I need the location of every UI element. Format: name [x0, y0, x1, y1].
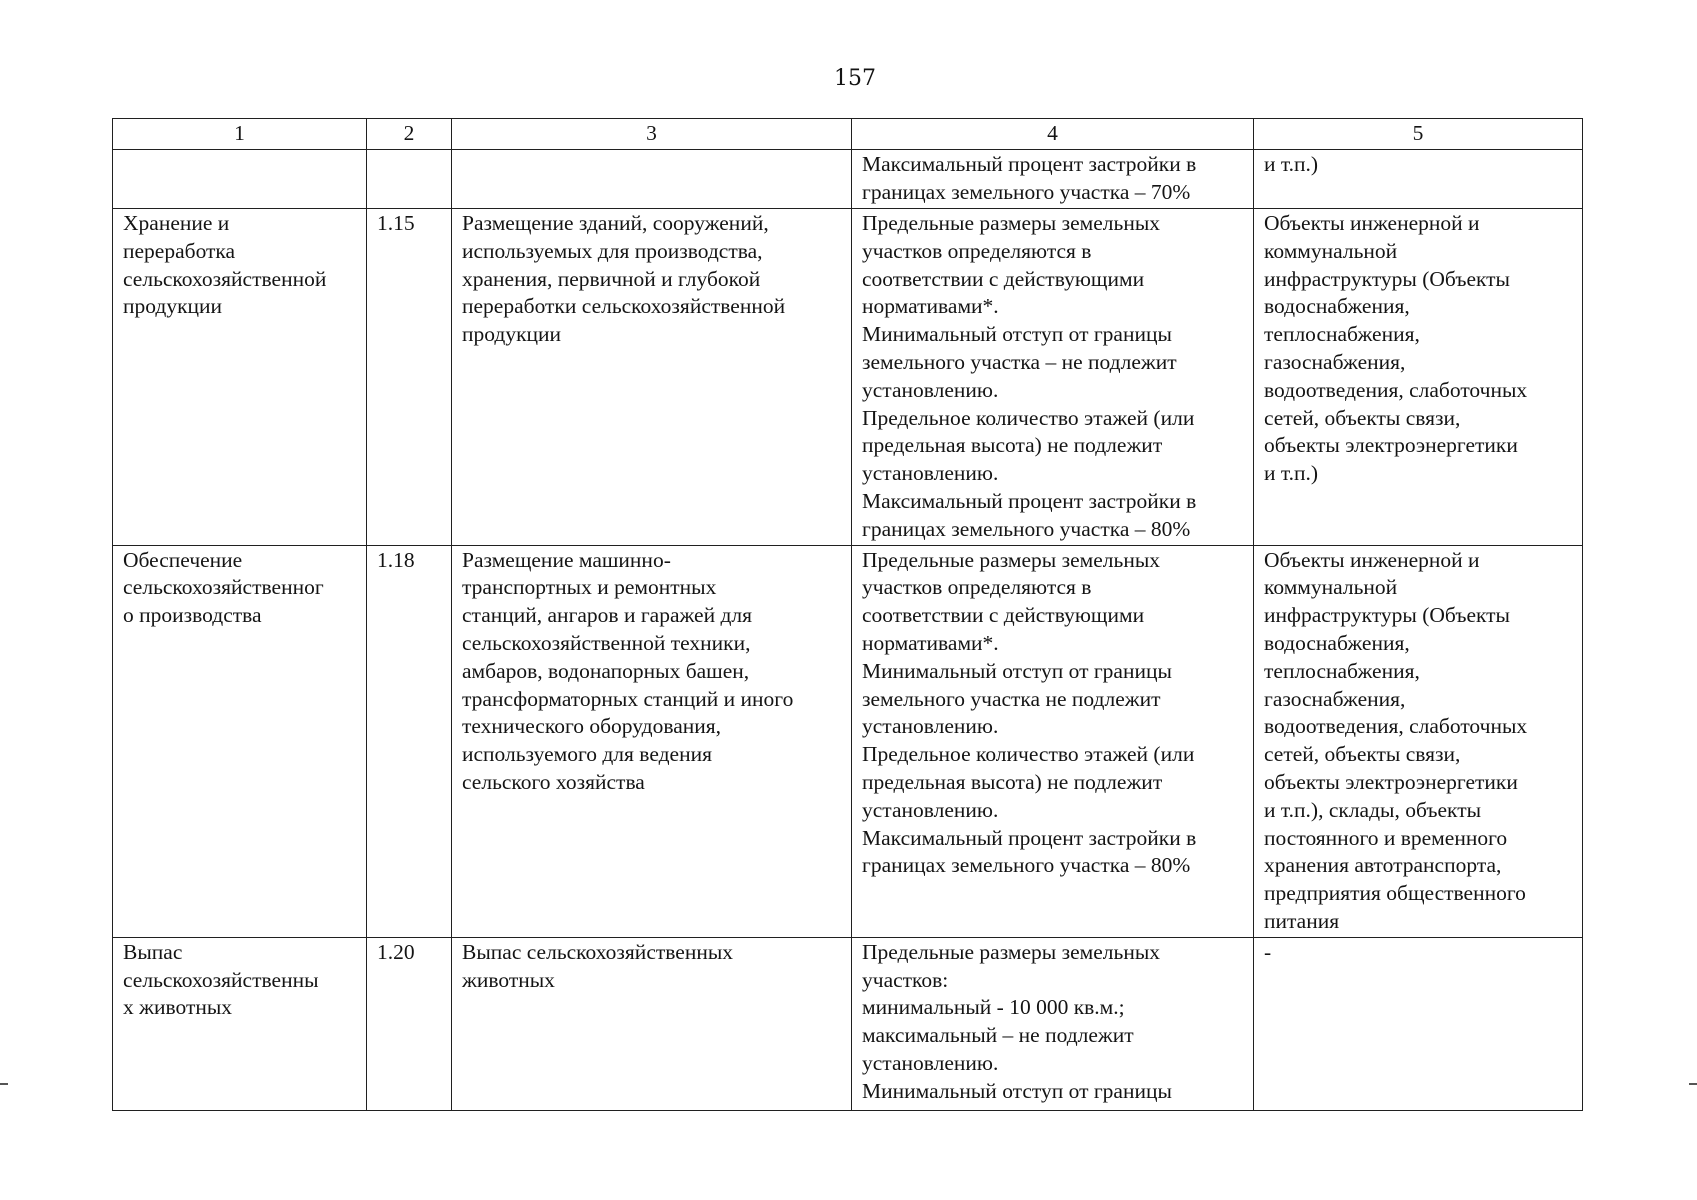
table-row [113, 150, 1583, 209]
cell-auxiliary-objects: Объекты инженерной и коммунальной инфраструктуры (Объекты водоснабжения, теплоснабжения, газоснабжения, водоотведения, слаботочных сетей, объекты связи, объекты электроэнергетики и т.п.) [1254, 209, 1583, 546]
cell-use-name: Хранение и переработка сельскохозяйственной продукции [113, 209, 367, 546]
column-header-3: 3 [452, 119, 852, 150]
table-row [113, 937, 1583, 1110]
left-edge-mark [0, 1083, 8, 1085]
cell-use-code: 1.15 [367, 209, 452, 546]
table-row [113, 545, 1583, 937]
cell-auxiliary-objects: и т.п.) [1254, 150, 1583, 209]
page-number: 157 [834, 66, 876, 91]
column-header-4: 4 [852, 119, 1254, 150]
cell-use-code [367, 150, 452, 209]
cell-parameters: Предельные размеры земельных участков: минимальный - 10 000 кв.м.; максимальный – не подлежит установлению. Минимальный отступ от границы [852, 937, 1254, 1110]
cell-use-description: Выпас сельскохозяйственных животных [452, 937, 852, 1110]
cell-parameters: Максимальный процент застройки в границах земельного участка – 70% [852, 150, 1254, 209]
zoning-table [112, 118, 1583, 1111]
cell-use-name: Обеспечение сельскохозяйственног о производства [113, 545, 367, 937]
cell-use-description: Размещение машинно- транспортных и ремонтных станций, ангаров и гаражей для сельскохозяйственной техники, амбаров, водонапорных башен, трансформаторных станций и иного технического оборудования, используемого для ведения сельского хозяйства [452, 545, 852, 937]
cell-auxiliary-objects: Объекты инженерной и коммунальной инфраструктуры (Объекты водоснабжения, теплоснабжения, газоснабжения, водоотведения, слаботочных сетей, объекты связи, объекты электроэнергетики и т.п.), склады, объекты постоянного и временного хранения автотранспорта, предприятия общественного питания [1254, 545, 1583, 937]
cell-parameters: Предельные размеры земельных участков определяются в соответствии с действующими нормативами*. Минимальный отступ от границы земельного участка не подлежит установлению. Предельное количество этажей (или предельная высота) не подлежит установлению. Максимальный процент застройки в границах земельного участка – 80% [852, 545, 1254, 937]
cell-use-code: 1.18 [367, 545, 452, 937]
cell-use-code: 1.20 [367, 937, 452, 1110]
cell-use-name: Выпас сельскохозяйственны х животных [113, 937, 367, 1110]
cell-use-description: Размещение зданий, сооружений, используемых для производства, хранения, первичной и глубокой переработки сельскохозяйственной продукции [452, 209, 852, 546]
cell-auxiliary-objects: - [1254, 937, 1583, 1110]
cell-use-name [113, 150, 367, 209]
cell-use-description [452, 150, 852, 209]
table-header-row [113, 119, 1583, 150]
right-edge-mark [1689, 1083, 1697, 1085]
column-header-2: 2 [367, 119, 452, 150]
cell-parameters: Предельные размеры земельных участков определяются в соответствии с действующими нормативами*. Минимальный отступ от границы земельного участка – не подлежит установлению. Предельное количество этажей (или предельная высота) не подлежит установлению. Максимальный процент застройки в границах земельного участка – 80% [852, 209, 1254, 546]
table-row [113, 209, 1583, 546]
column-header-1: 1 [113, 119, 367, 150]
column-header-5: 5 [1254, 119, 1583, 150]
